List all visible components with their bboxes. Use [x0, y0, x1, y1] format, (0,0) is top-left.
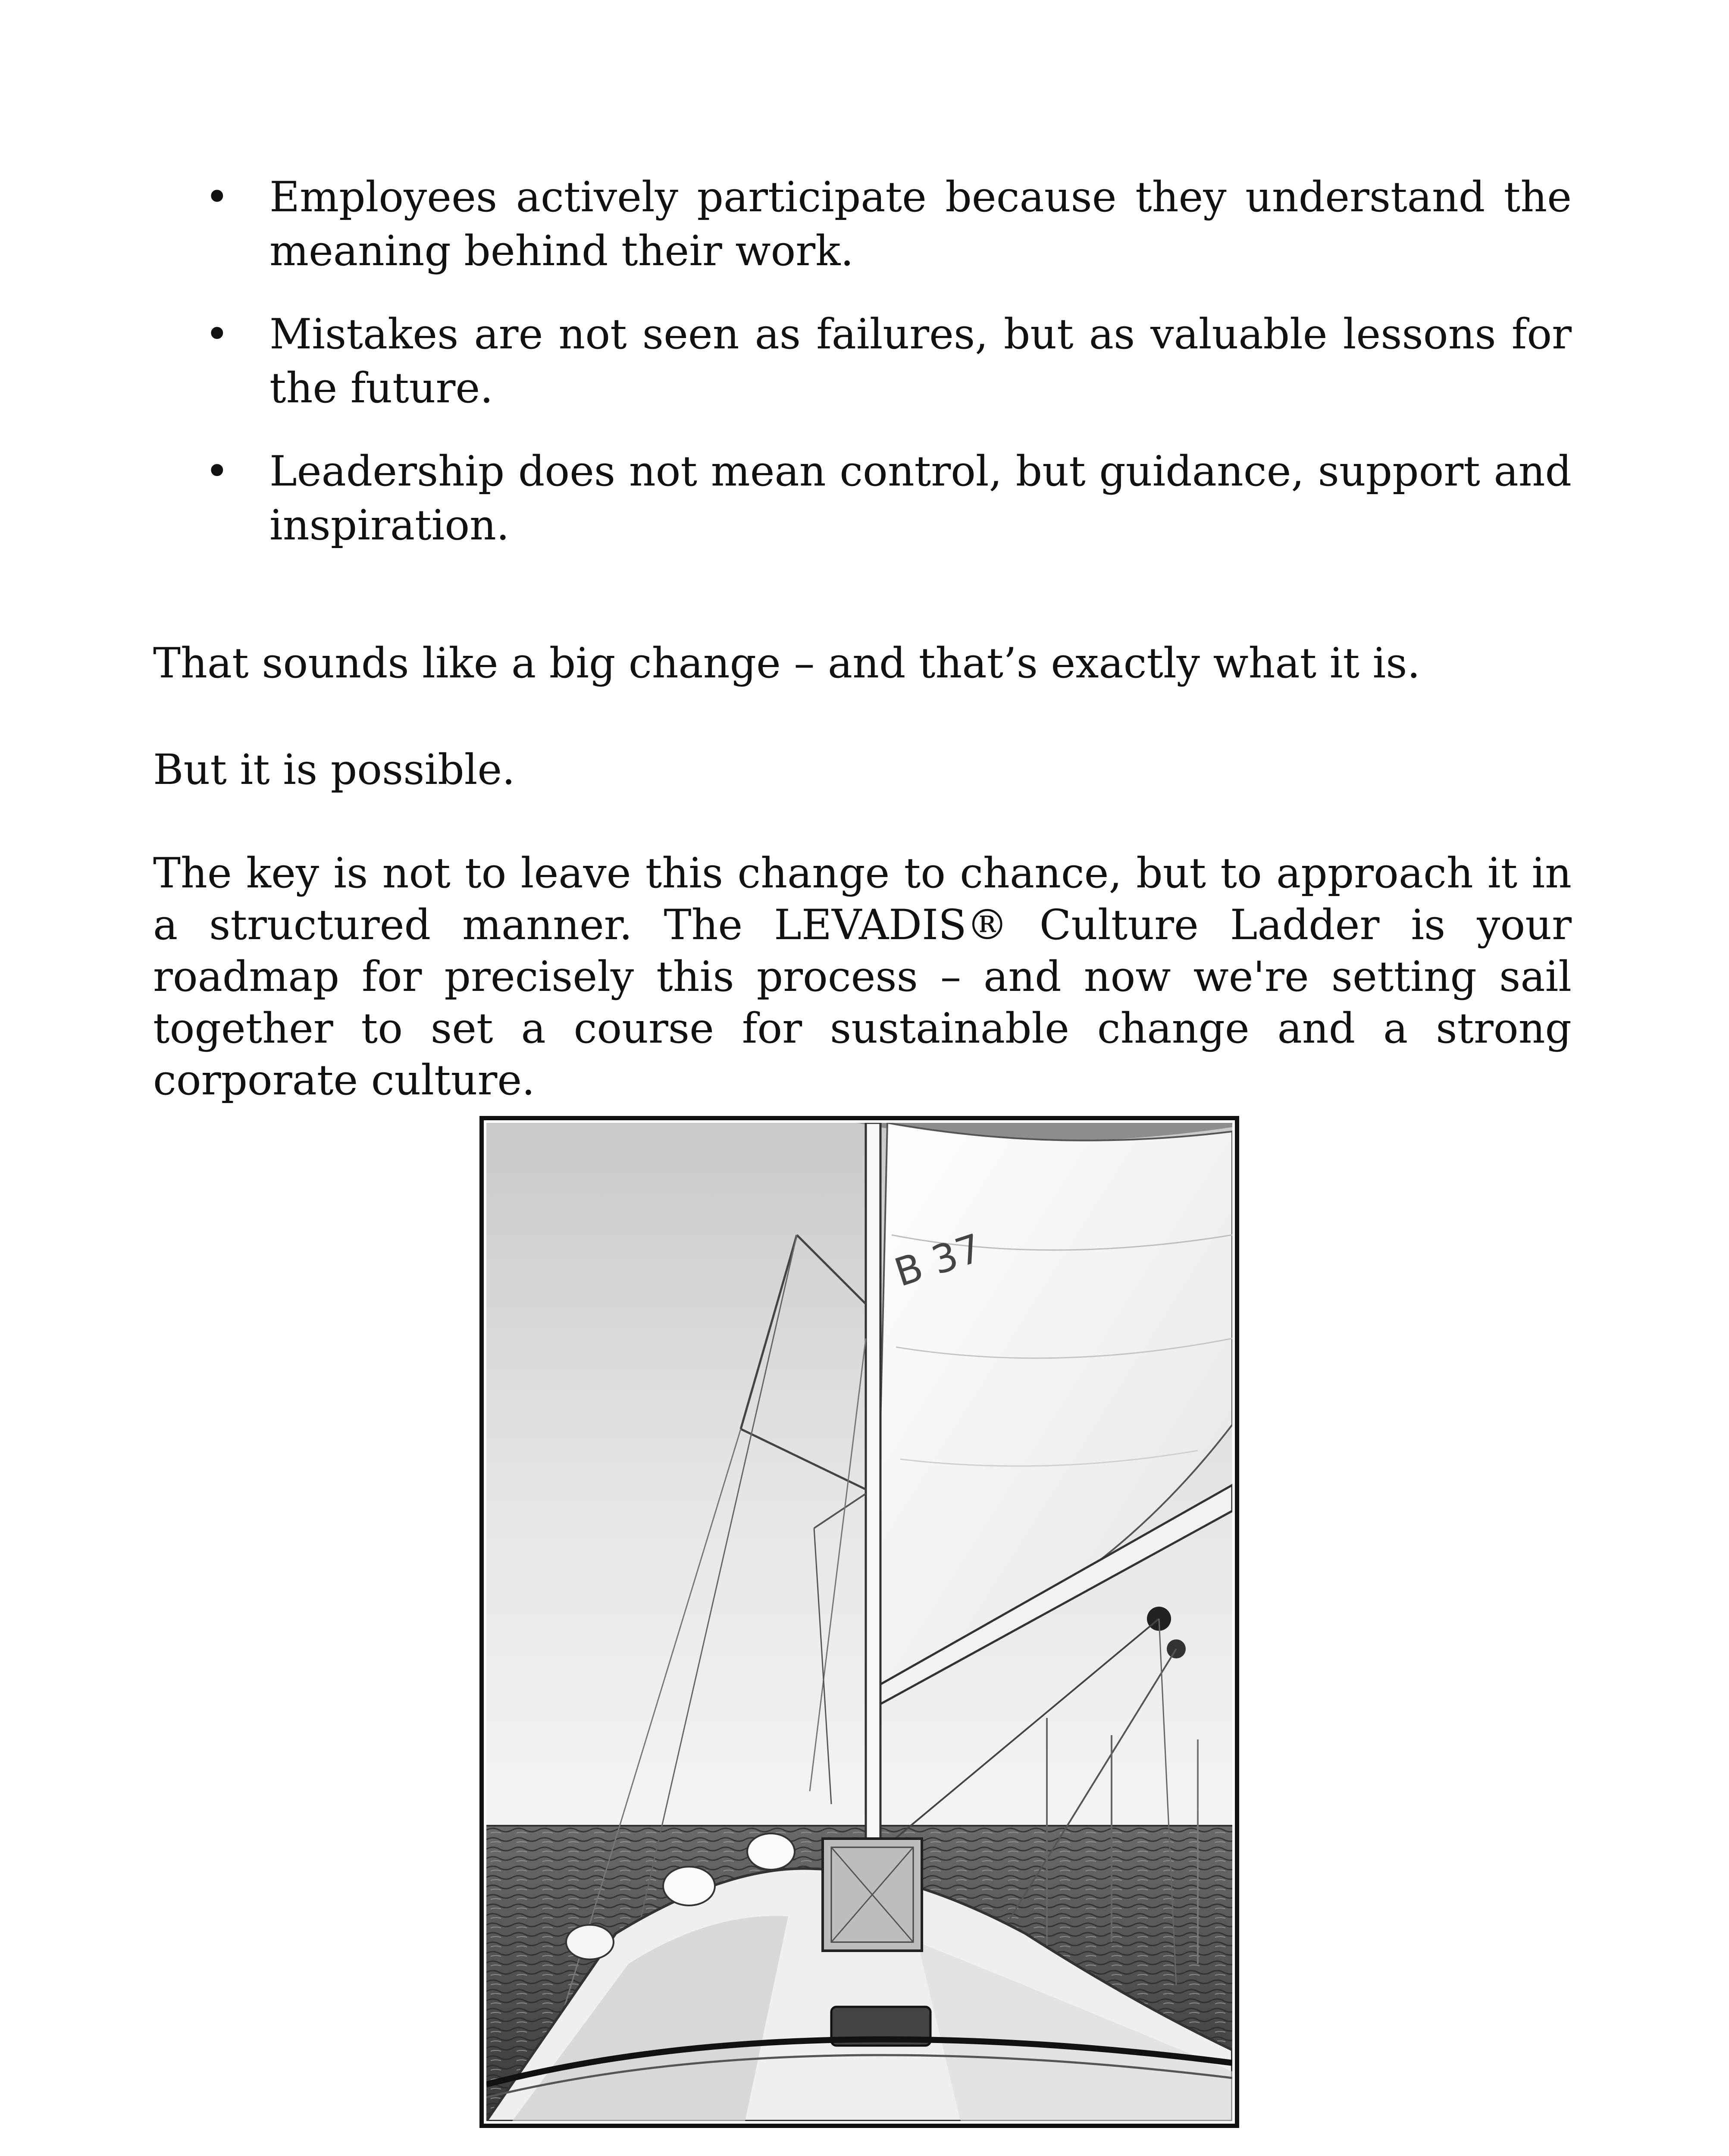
sailboat-illustration [479, 1116, 1239, 2128]
bullet-icon: • [205, 173, 229, 221]
bullet-text: Employees actively participate because they understand the meaning behind their work. [269, 173, 1572, 275]
bullet-list [153, 170, 1572, 552]
mast [866, 1123, 880, 1856]
paragraph: But it is possible. [153, 746, 515, 794]
bullet-item [153, 170, 1572, 278]
bullet-text: Mistakes are not seen as failures, but as valuable lessons for the future. [269, 310, 1572, 412]
sail-marking: B 37 [889, 1225, 987, 1296]
bullet-item [153, 445, 1572, 552]
bullet-icon: • [205, 310, 229, 358]
bullet-item [153, 307, 1572, 415]
sailboat-drawing [486, 1123, 1232, 2121]
bullet-text: Leadership does not mean control, but guidance, support and inspiration. [269, 447, 1572, 549]
paragraph: The key is not to leave this change to chance, but to approach it in a structured manner. The LEVADIS® Culture Ladder is your roadmap for precisely this process – and now we're setting sail together to set a course for sustainable change and a strong corporate culture. [153, 849, 1572, 1104]
bullet-icon: • [205, 447, 229, 495]
paragraph: That sounds like a big change – and that’s exactly what it is. [153, 639, 1421, 687]
